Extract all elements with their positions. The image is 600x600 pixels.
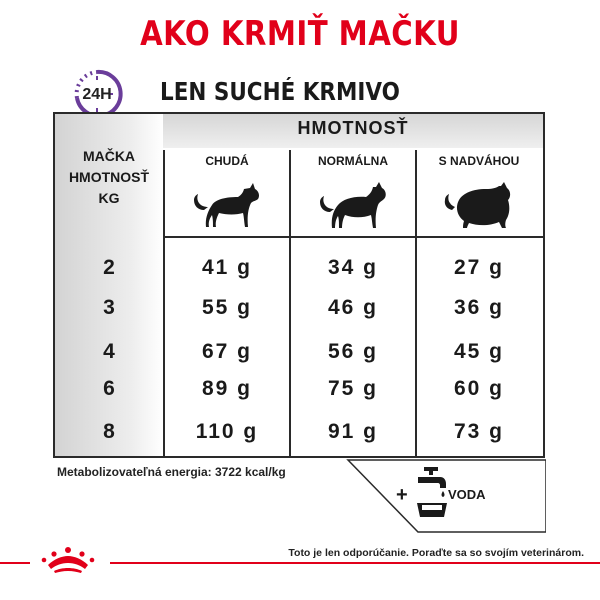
cat-weight-header bbox=[55, 146, 163, 209]
water-tap-bowl-icon bbox=[414, 465, 450, 523]
table-cell: 73 g bbox=[453, 420, 505, 443]
thin-cat-icon bbox=[190, 182, 262, 230]
table-cell: 91 g bbox=[327, 420, 379, 443]
row-cat-weight: 3 bbox=[103, 296, 115, 319]
energy-note: Metabolizovateľná energia: 3722 kcal/kg bbox=[57, 465, 286, 479]
table-cell: 45 g bbox=[453, 340, 505, 363]
normal-cat-icon bbox=[318, 182, 390, 230]
table-cell: 55 g bbox=[201, 296, 253, 319]
cat-weight-header-line1: MAČKA bbox=[82, 148, 136, 164]
column-header-thin: CHUDÁ bbox=[205, 154, 249, 168]
row-cat-weight: 2 bbox=[103, 256, 115, 279]
plus-sign: + bbox=[396, 484, 408, 506]
table-cell: 60 g bbox=[453, 377, 505, 400]
table-cell: 56 g bbox=[327, 340, 379, 363]
table-cell: 89 g bbox=[201, 377, 253, 400]
header-divider bbox=[163, 236, 543, 238]
table-cell: 36 g bbox=[453, 296, 505, 319]
table-cell: 46 g bbox=[327, 296, 379, 319]
table-cell: 34 g bbox=[327, 256, 379, 279]
table-cell: 110 g bbox=[195, 420, 259, 443]
clock-label: 24H bbox=[82, 86, 112, 103]
royal-canin-crown-logo bbox=[40, 545, 96, 575]
subtitle: LEN SUCHÉ KRMIVO bbox=[160, 77, 400, 106]
cat-weight-header-line3: KG bbox=[98, 190, 120, 206]
row-cat-weight: 6 bbox=[103, 377, 115, 400]
table-cell: 27 g bbox=[453, 256, 505, 279]
cat-weight-header-line2: HMOTNOSŤ bbox=[68, 169, 150, 185]
row-cat-weight: 8 bbox=[103, 420, 115, 443]
page-title: AKO KRMIŤ MAČKU bbox=[140, 14, 460, 54]
table-cell: 41 g bbox=[201, 256, 253, 279]
column-header-overweight: S NADVÁHOU bbox=[438, 154, 520, 168]
row-cat-weight: 4 bbox=[103, 340, 115, 363]
column-header-normal: NORMÁLNA bbox=[318, 154, 388, 168]
table-cell: 75 g bbox=[327, 377, 379, 400]
table-cell: 67 g bbox=[201, 340, 253, 363]
water-label: VODA bbox=[448, 487, 486, 502]
overweight-cat-icon bbox=[444, 182, 516, 230]
weight-header: HMOTNOSŤ bbox=[297, 118, 409, 138]
footer-note: Toto je len odporúčanie. Poraďte sa so svojím veterinárom. bbox=[288, 547, 584, 559]
